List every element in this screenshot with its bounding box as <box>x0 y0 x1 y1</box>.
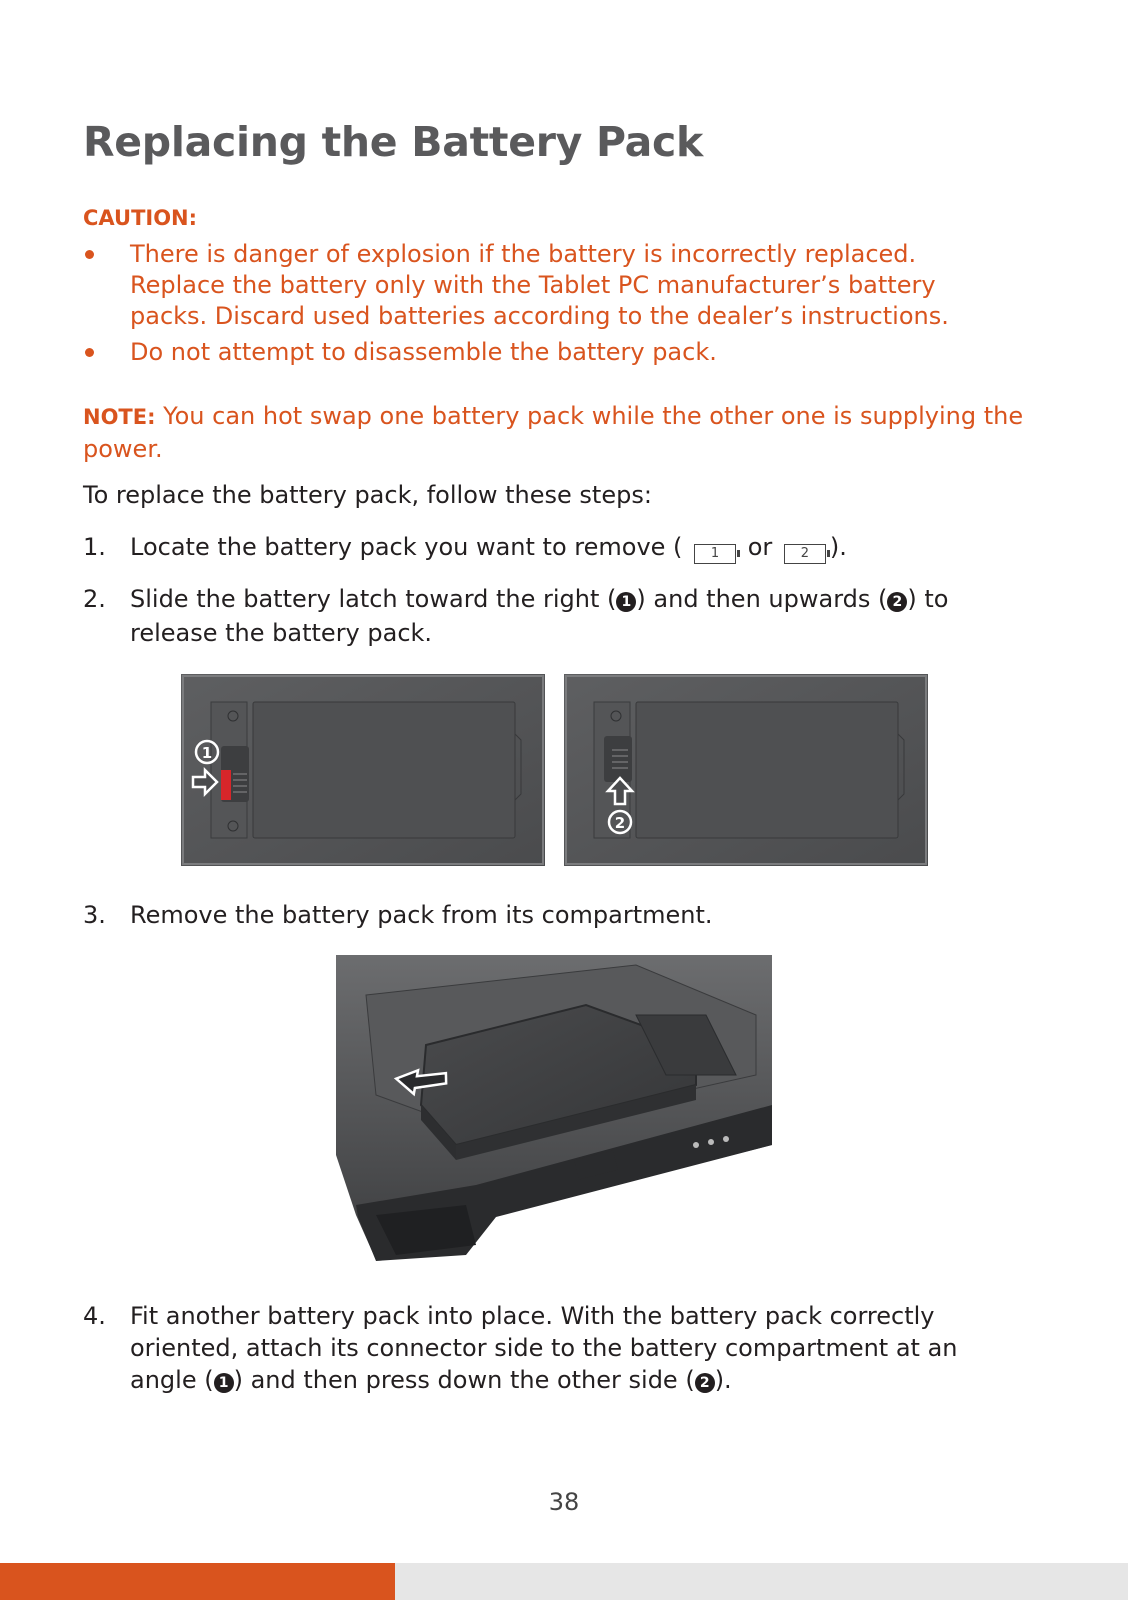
callout-1-icon: 1 <box>214 1373 234 1393</box>
battery-2-icon: 2 <box>784 544 826 564</box>
footer-accent-bar <box>0 1563 395 1600</box>
step-4-line-2: oriented, attach its connector side to the battery compartment at an <box>130 1334 958 1362</box>
step-1-after: ). <box>829 533 847 561</box>
note-label: NOTE: <box>83 405 156 429</box>
battery-latch-right-figure <box>181 674 545 866</box>
caution-item-1-line-2: Replace the battery only with the Tablet PC manufacturer’s battery <box>130 271 936 299</box>
step-number: 3. <box>83 901 106 929</box>
page-title: Replacing the Battery Pack <box>83 118 704 166</box>
step-1-mid: or <box>747 533 773 561</box>
caution-label: CAUTION: <box>83 206 198 230</box>
battery-latch-up-figure <box>564 674 928 866</box>
step-2-line-2: release the battery pack. <box>130 619 433 647</box>
step-2-text-a: Slide the battery latch toward the right ( <box>130 585 617 613</box>
callout-1-label: 1 <box>201 744 213 762</box>
step-2-line-1 <box>130 583 948 615</box>
step-4-text-b: ) and then press down the other side ( <box>233 1366 695 1394</box>
bullet-icon <box>85 250 94 259</box>
note-text: You can hot swap one battery pack while the other one is supplying the power. <box>83 402 1024 463</box>
page-number: 38 <box>548 1488 580 1516</box>
note-paragraph <box>83 400 1043 465</box>
step-4-text-c: ). <box>714 1366 732 1394</box>
step-number: 1. <box>83 533 106 561</box>
step-2-text-c: ) to <box>907 585 949 613</box>
step-1-text <box>130 531 847 564</box>
step-4-line-3 <box>130 1364 732 1396</box>
battery-1-icon: 1 <box>694 544 736 564</box>
step-2-text-b: ) and then upwards ( <box>636 585 888 613</box>
intro-text: To replace the battery pack, follow these steps: <box>83 481 652 509</box>
caution-item-1-line-1: There is danger of explosion if the battery is incorrectly replaced. <box>130 240 917 268</box>
step-number: 4. <box>83 1302 106 1330</box>
remove-battery-figure <box>336 955 772 1265</box>
step-3-text: Remove the battery pack from its compartment. <box>130 901 713 929</box>
caution-item-2: Do not attempt to disassemble the battery pack. <box>130 338 717 366</box>
callout-2-label: 2 <box>614 814 626 832</box>
step-4-line-1: Fit another battery pack into place. With the battery pack correctly <box>130 1302 935 1330</box>
footer-gray-bar <box>395 1563 1128 1600</box>
bullet-icon <box>85 348 94 357</box>
step-4-text-a: angle ( <box>130 1366 214 1394</box>
step-number: 2. <box>83 585 106 613</box>
callout-2-icon: 2 <box>695 1373 715 1393</box>
callout-2-icon: 2 <box>887 592 907 612</box>
step-1-before: Locate the battery pack you want to remove ( <box>130 533 683 561</box>
callout-1-icon: 1 <box>616 592 636 612</box>
caution-item-1-line-3: packs. Discard used batteries according to the dealer’s instructions. <box>130 302 949 330</box>
